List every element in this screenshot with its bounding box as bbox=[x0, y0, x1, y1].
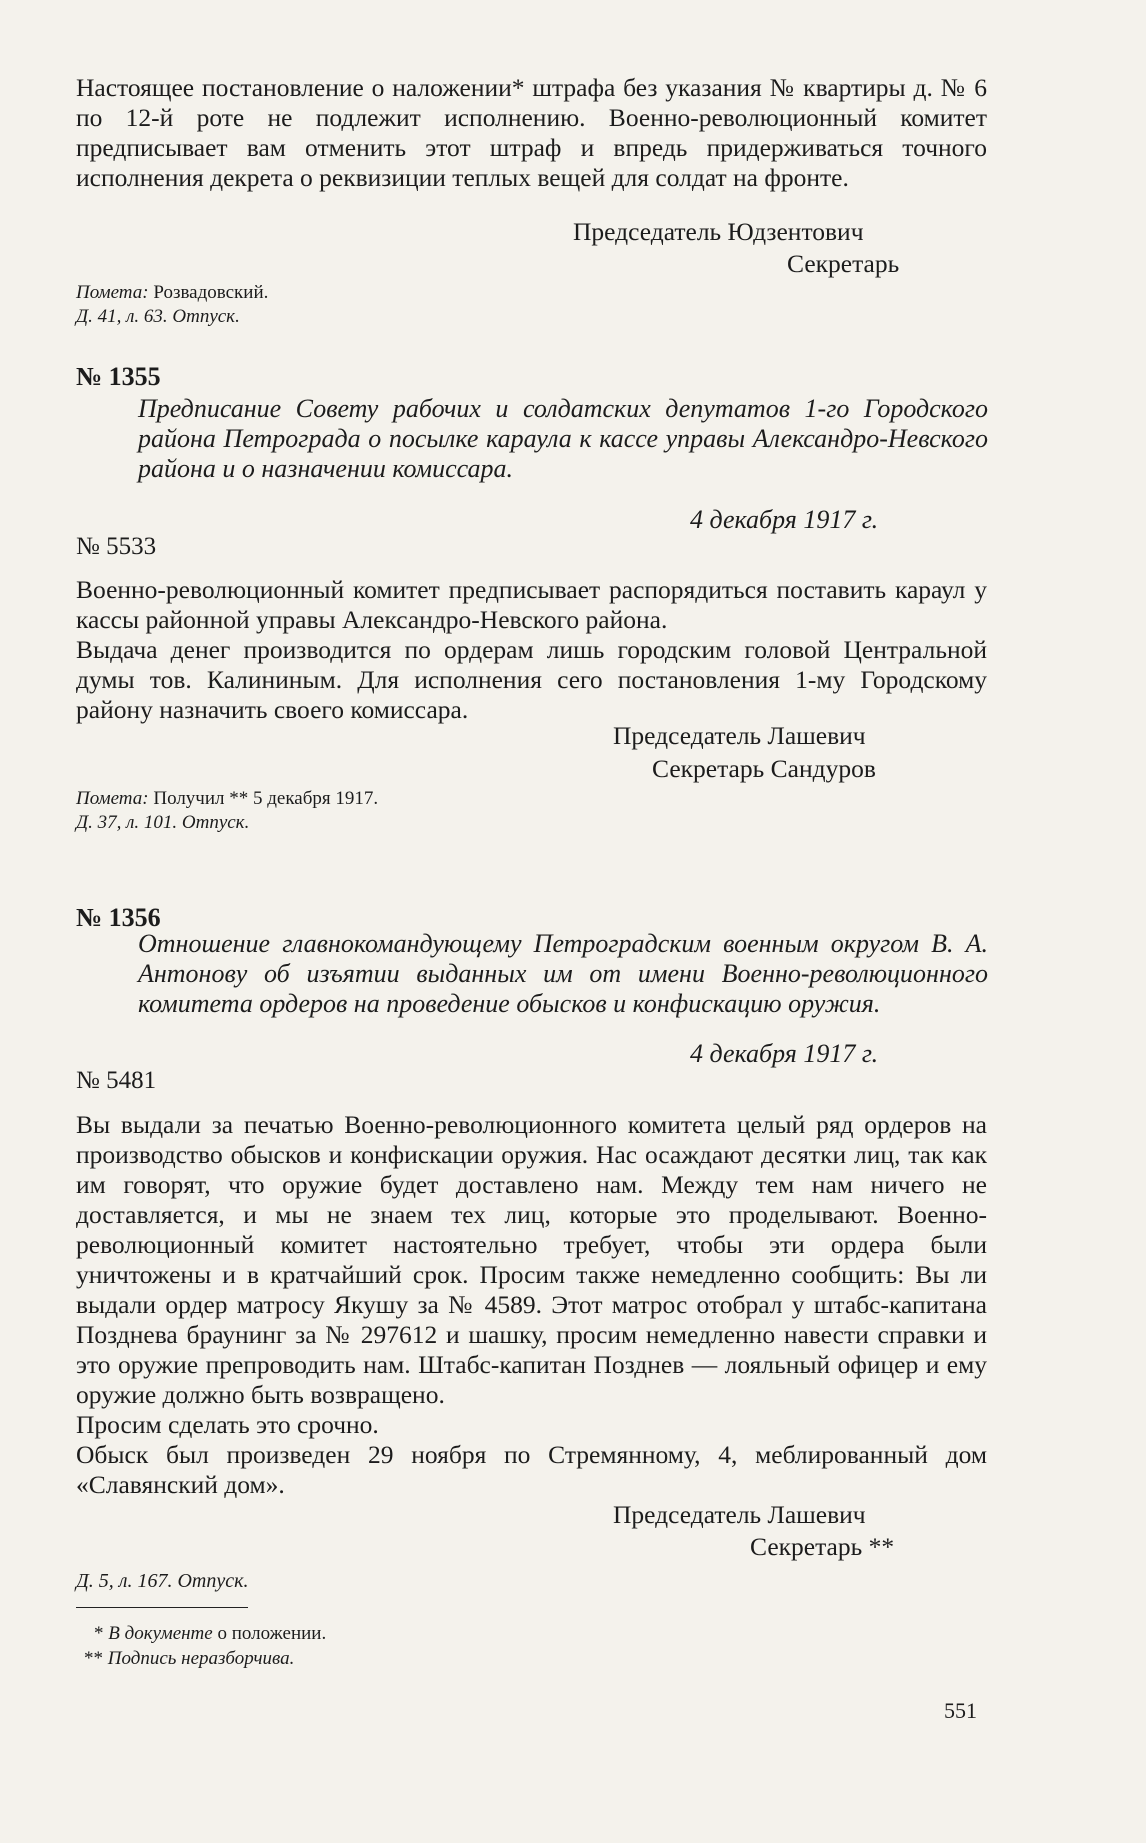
doc-1356-paragraph-2: Просим сделать это срочно. bbox=[76, 1410, 379, 1439]
doc-1356-number: № 1356 bbox=[76, 903, 161, 932]
footnote-1-italic: В документе bbox=[108, 1623, 213, 1644]
footnote-1 bbox=[94, 1622, 326, 1646]
doc-1356-archive-ref: Д. 5, л. 167. Отпуск. bbox=[76, 1570, 249, 1592]
top-secretary: Секретарь bbox=[787, 249, 900, 278]
doc-1356-chairman: Председатель Лашевич bbox=[613, 1500, 866, 1529]
doc-1355-note-value: Получил ** 5 декабря 1917. bbox=[148, 788, 379, 809]
top-archive-ref: Д. 41, л. 63. Отпуск. bbox=[76, 306, 240, 327]
doc-1356-secretary: Секретарь ** bbox=[750, 1532, 895, 1561]
doc-1356-paragraph-1: Вы выдали за печатью Военно-революционного комитета целый ряд ордеров на производство обысков и конфискации оружия. Нас осаждают десятки лиц, так как им говорят, что оружие будет доставлено нам. Между тем нам ничего не доставляется, и мы не знаем тех лиц, которые это проделывают. Военно-революционный комитет настоятельно требует, чтобы эти ордера были уничтожены и в кратчайший срок. Просим также немедленно сообщить: Вы ли выдали ордер матросу Якушу за № 4589. Этот матрос отобрал у штабс-капитана Позднева браунинг за № 297612 и шашку, просим немедленно навести справки и это оружие препроводить нам. Штабс-капитан Позднев — лояльный офицер и ему оружие должно быть возвращено. bbox=[76, 1110, 987, 1409]
footnote-2 bbox=[84, 1647, 294, 1671]
page-number: 551 bbox=[944, 1698, 977, 1723]
top-chairman: Председатель Юдзентович bbox=[573, 217, 864, 246]
doc-1355-archive-ref: Д. 37, л. 101. Отпуск. bbox=[76, 812, 250, 833]
doc-1356-date: 4 декабря 1917 г. bbox=[690, 1039, 879, 1068]
top-paragraph bbox=[76, 73, 987, 193]
doc-1355-chairman: Председатель Лашевич bbox=[613, 721, 866, 750]
top-note-label: Помета: bbox=[76, 282, 149, 303]
doc-1356-body bbox=[76, 1110, 987, 1500]
doc-1355-number: № 1355 bbox=[76, 362, 161, 391]
footnote-1-mark: * bbox=[94, 1623, 109, 1644]
top-note bbox=[76, 281, 268, 305]
top-note-value: Розвадовский. bbox=[148, 282, 269, 303]
doc-1355-paragraph-1: Военно-революционный комитет предписывает распорядиться поставить караул у кассы районной управы Александро-Невского района. bbox=[76, 575, 987, 634]
footnote-divider bbox=[76, 1607, 248, 1608]
top-paragraph-text: Настоящее постановление о наложении* штрафа без указания № квартиры д. № 6 по 12-й роте не подлежит исполнению. Военно-революционный комитет предписывает вам отменить этот штраф и впредь придерживаться точного исполнения декрета о реквизиции теплых вещей для солдат на фронте. bbox=[76, 73, 987, 192]
doc-1356-outgoing-number: № 5481 bbox=[76, 1067, 157, 1094]
doc-1355-heading: Предписание Совету рабочих и солдатских депутатов 1-го Городского района Петрограда о посылке караула к кассе управы Александро-Невского района и о назначении комиссара. bbox=[138, 394, 988, 483]
doc-1355-note-label: Помета: bbox=[76, 788, 149, 809]
doc-1355-secretary: Секретарь Сандуров bbox=[652, 754, 876, 783]
doc-1356-heading: Отношение главнокомандующему Петроградским военным округом В. А. Антонову об изъятии выданных им от имени Военно-революционного комитета ордеров на проведение обысков и конфискацию оружия. bbox=[138, 929, 988, 1018]
doc-1355-note bbox=[76, 787, 378, 811]
doc-1355-paragraph-2: Выдача денег производится по ордерам лишь городским головой Центральной думы тов. Калининым. Для исполнения сего постановления 1-му Городскому району назначить своего комиссара. bbox=[76, 635, 987, 724]
footnote-2-mark: ** bbox=[84, 1648, 108, 1669]
footnote-2-italic: Подпись неразборчива. bbox=[107, 1648, 295, 1669]
footnote-1-rest: о положении. bbox=[212, 1623, 327, 1644]
doc-1356-paragraph-3: Обыск был произведен 29 ноября по Стремянному, 4, меблированный дом «Славянский дом». bbox=[76, 1440, 987, 1499]
doc-1355-date: 4 декабря 1917 г. bbox=[690, 505, 879, 534]
doc-1355-body bbox=[76, 575, 987, 725]
doc-1355-outgoing-number: № 5533 bbox=[76, 533, 157, 560]
